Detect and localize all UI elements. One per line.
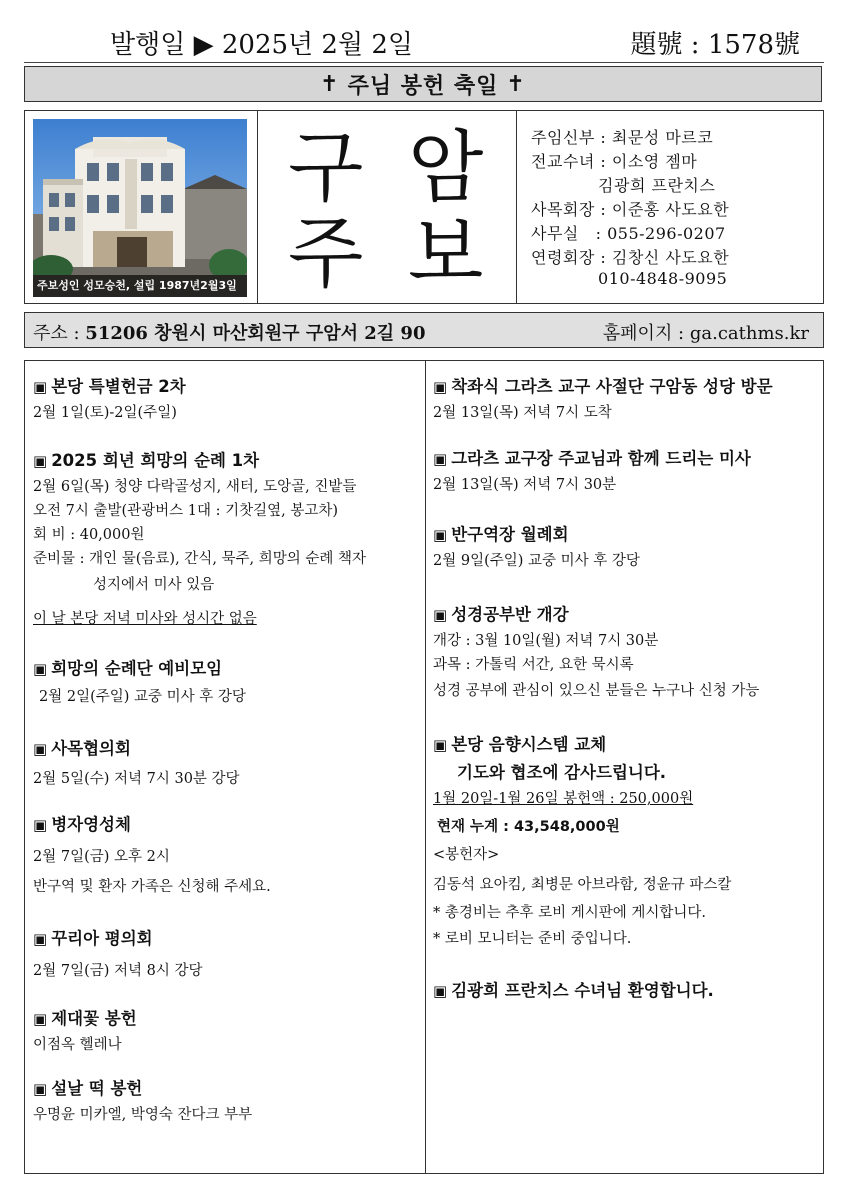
notice-heading: ▣ 사목협의회 (33, 739, 131, 758)
notice-line: 2월 2일(주일) 교중 미사 후 강당 (39, 689, 246, 705)
notice-heading: ▣ 병자영성체 (33, 815, 131, 834)
box-icon: ▣ (33, 816, 48, 834)
notice-line: 2월 6일(목) 청양 다락골성지, 새터, 도앙골, 진밭들 (33, 479, 357, 495)
address-label: 주소 : (33, 323, 86, 344)
issue-number: 題號 : 1578號 (630, 30, 800, 60)
box-icon: ▣ (33, 930, 48, 948)
title-char: 구 (288, 123, 364, 213)
box-icon: ▣ (33, 452, 48, 470)
notice-heading: ▣ 성경공부반 개강 (433, 605, 569, 624)
notice-heading: ▣ 김광희 프란치스 수녀님 환영합니다. (433, 981, 714, 1000)
notice-line: * 총경비는 추후 로비 게시판에 게시합니다. (433, 905, 707, 921)
cross-icon: ✝ (320, 71, 340, 97)
notice-line: 2월 13일(목) 저녁 7시 30분 (433, 477, 617, 493)
notice-line: 과목 : 가톨릭 서간, 요한 묵시록 (433, 657, 634, 673)
cross-icon: ✝ (506, 71, 526, 97)
notice-heading: ▣ 2025 희년 희망의 순례 1차 (33, 451, 260, 470)
notice-heading: ▣ 희망의 순례단 예비모임 (33, 659, 223, 678)
info-line: 사무실 : 055-296-0207 (531, 224, 726, 243)
photo-cell (25, 111, 258, 303)
notice-heading: ▣ 착좌식 그라츠 교구 사절단 구암동 성당 방문 (433, 377, 773, 396)
notice-line: 반구역 및 환자 가족은 신청해 주세요. (33, 879, 271, 895)
notice-heading: ▣ 제대꽃 봉헌 (33, 1009, 137, 1028)
notice-line: 2월 13일(목) 저녁 7시 도착 (433, 405, 612, 421)
title-char: 보 (408, 209, 484, 299)
info-line: 010-4848-9095 (531, 269, 728, 288)
notice-heading: ▣ 그라츠 교구장 주교님과 함께 드리는 미사 (433, 449, 751, 468)
notice-line: 2월 7일(금) 오후 2시 (33, 849, 170, 865)
notice-line: 성경 공부에 관심이 있으신 분들은 누구나 신청 가능 (433, 683, 760, 699)
notice-line: 오전 7시 출발(관광버스 1대 : 기찻길옆, 봉고차) (33, 503, 339, 519)
title-char: 암 (408, 123, 484, 213)
notice-line: 이점옥 헬레나 (33, 1037, 122, 1053)
address-bar (24, 312, 824, 348)
photo-caption: 주보성인 성모승천, 설립 1987년2월3일 (33, 275, 247, 297)
info-line: 사목회장 : 이준홍 사도요한 (531, 200, 730, 219)
notice-line: 2월 7일(금) 저녁 8시 강당 (33, 963, 203, 979)
notice-heading: ▣ 본당 음향시스템 교체 (433, 735, 607, 754)
notice-heading: ▣ 반구역장 월례회 (433, 525, 569, 544)
info-line: 김광희 프란치스 (531, 176, 716, 195)
info-line: 연령회장 : 김창신 사도요한 (531, 248, 730, 267)
feast-title: 주님 봉헌 축일 (347, 73, 499, 99)
box-icon: ▣ (433, 450, 448, 468)
box-icon: ▣ (33, 1010, 48, 1028)
notice-line: 현재 누계 : 43,548,000원 (437, 819, 620, 835)
box-icon: ▣ (433, 378, 448, 396)
masthead (24, 110, 824, 304)
notice-line: <봉헌자> (433, 847, 500, 863)
notices (24, 360, 824, 1174)
notice-line: 김동석 요아킴, 최병문 아브라함, 정윤규 파스칼 (433, 877, 732, 893)
box-icon: ▣ (433, 526, 448, 544)
parish-address (33, 319, 425, 345)
notice-line: 2월 9일(주일) 교중 미사 후 강당 (433, 553, 640, 569)
notice-subheading: 기도와 협조에 감사드립니다. (457, 763, 667, 782)
header-rule (24, 62, 824, 63)
info-line: 주임신부 : 최문성 마르코 (531, 128, 714, 147)
notice-line: 회 비 : 40,000원 (33, 527, 145, 543)
title-char: 주 (288, 209, 364, 299)
box-icon: ▣ (33, 660, 48, 678)
box-icon: ▣ (33, 378, 48, 396)
notice-line: 준비물 : 개인 물(음료), 간식, 묵주, 희망의 순례 책자 (33, 551, 367, 567)
bulletin-title (258, 111, 517, 303)
notice-line: 개강 : 3월 10일(월) 저녁 7시 30분 (433, 633, 659, 649)
issue-header (110, 22, 800, 62)
notice-line: 성지에서 미사 있음 (93, 577, 215, 593)
box-icon: ▣ (33, 740, 48, 758)
homepage-link[interactable]: 홈페이지 : ga.cathms.kr (602, 323, 809, 344)
notice-line: * 로비 모니터는 준비 중입니다. (433, 931, 632, 947)
church-photo (33, 119, 247, 297)
notice-line: 2월 1일(토)-2일(주일) (33, 405, 177, 421)
notice-line: 2월 5일(수) 저녁 7시 30분 강당 (33, 771, 240, 787)
box-icon: ▣ (33, 1080, 48, 1098)
notice-heading: ▣ 꾸리아 평의회 (33, 929, 153, 948)
notice-heading: ▣ 본당 특별헌금 2차 (33, 377, 186, 396)
address-value: 51206 창원시 마산회원구 구암서 2길 90 (85, 323, 426, 344)
feast-banner (24, 66, 822, 102)
box-icon: ▣ (433, 982, 448, 1000)
notice-line: 1월 20일-1월 26일 봉헌액 : 250,000원 (433, 791, 694, 807)
column-divider (425, 361, 426, 1173)
notice-heading: ▣ 설날 떡 봉헌 (33, 1079, 143, 1098)
issue-date: 발행일 ▶ 2025년 2월 2일 (110, 30, 414, 60)
notice-line: 이 날 본당 저녁 미사와 성시간 없음 (33, 611, 257, 627)
parish-info (517, 111, 823, 303)
box-icon: ▣ (433, 606, 448, 624)
box-icon: ▣ (433, 736, 448, 754)
notice-line: 우명윤 미카엘, 박영숙 잔다크 부부 (33, 1107, 253, 1123)
church-building-illustration (33, 119, 247, 297)
info-line: 전교수녀 : 이소영 젬마 (531, 152, 698, 171)
